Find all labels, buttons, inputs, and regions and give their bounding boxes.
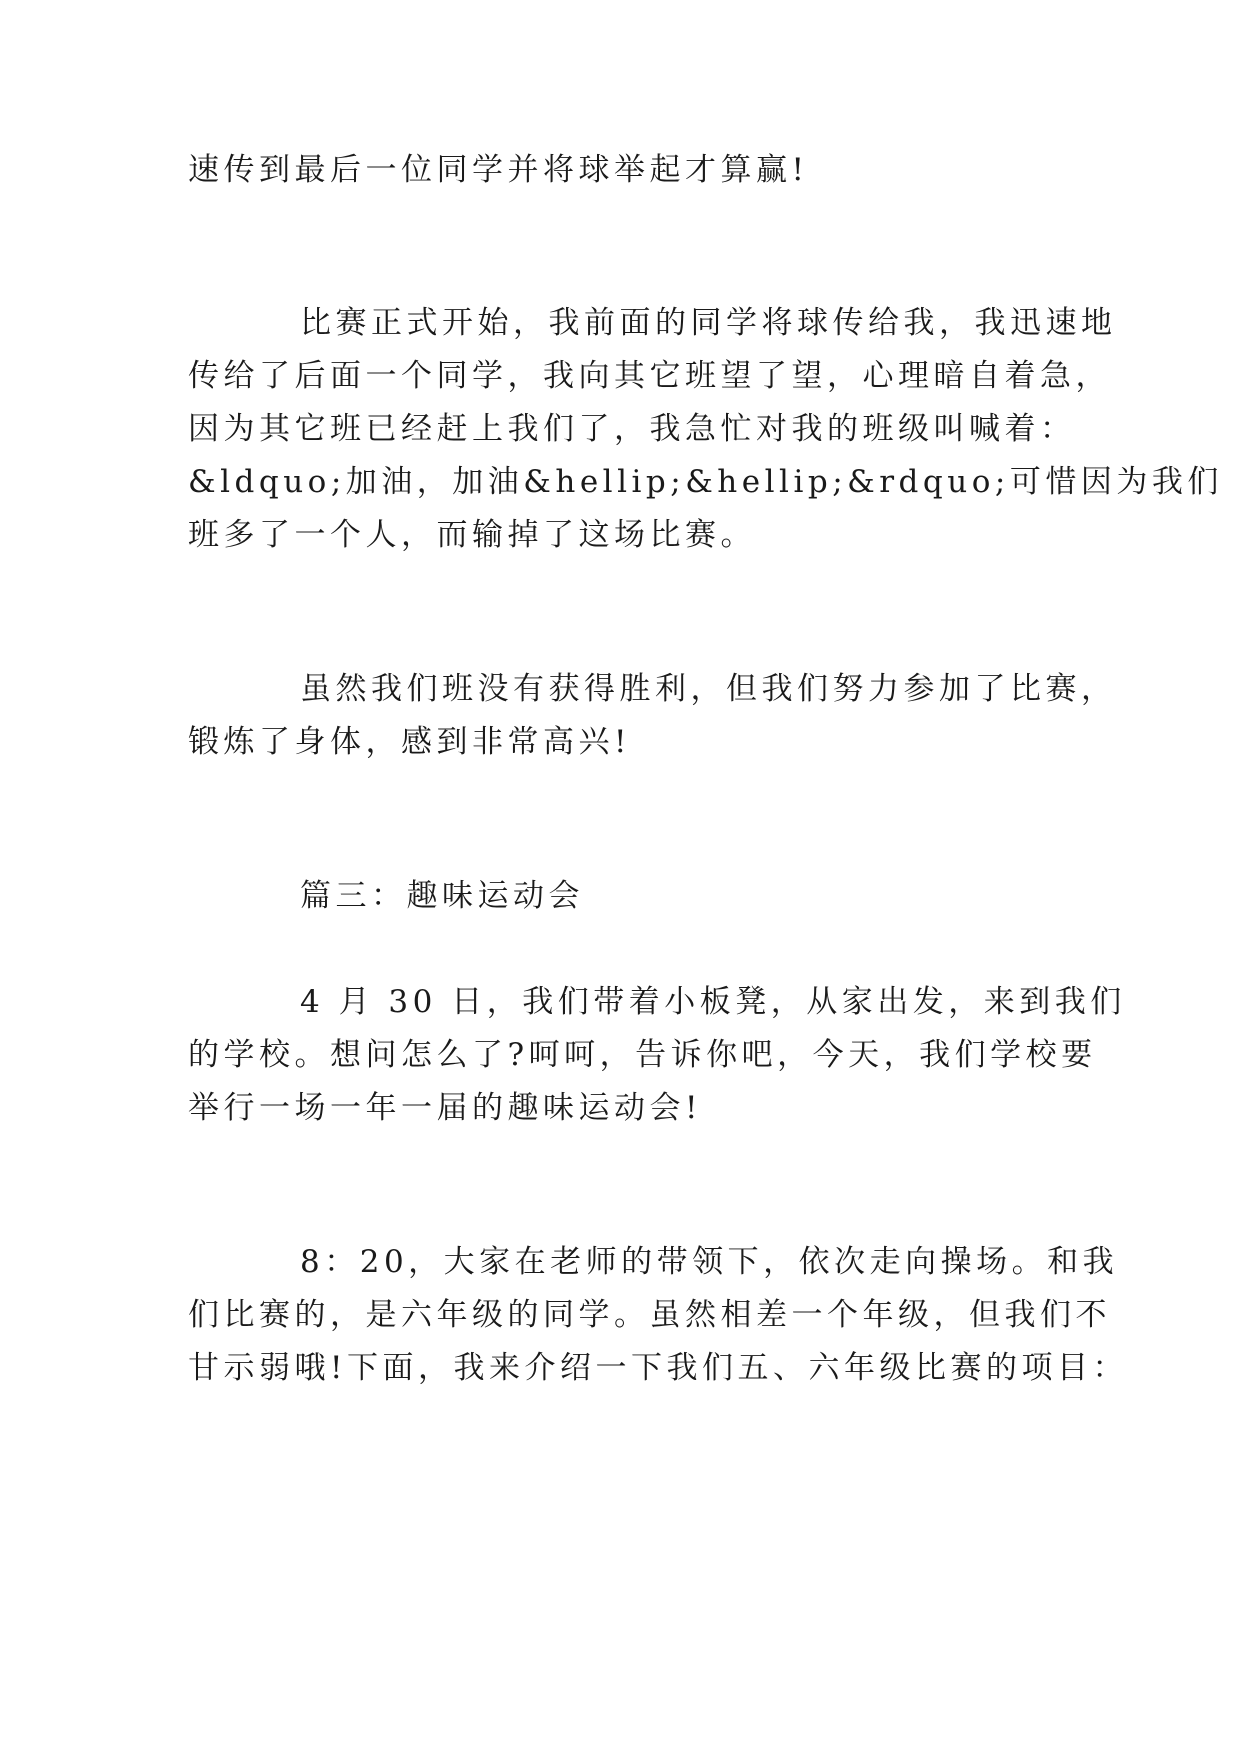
paragraph-1-line-1: 速传到最后一位同学并将球举起才算赢! (188, 152, 809, 188)
paragraph-2-line-1: 比赛正式开始，我前面的同学将球传给我，我迅速地 (300, 305, 1117, 341)
paragraph-3-line-2: 锻炼了身体，感到非常高兴! (188, 724, 631, 760)
paragraph-6-line-3: 甘示弱哦!下面，我来介绍一下我们五、六年级比赛的项目： (188, 1350, 1128, 1386)
section-heading: 篇三：趣味运动会 (300, 878, 584, 914)
paragraph-6-line-2: 们比赛的，是六年级的同学。虽然相差一个年级，但我们不 (188, 1297, 1111, 1333)
paragraph-5-line-3: 举行一场一年一届的趣味运动会! (188, 1090, 702, 1126)
paragraph-2-line-2: 传给了后面一个同学，我向其它班望了望，心理暗自着急， (188, 358, 1111, 394)
paragraph-6-line-1: 8：20，大家在老师的带领下，依次走向操场。和我 (300, 1244, 1119, 1280)
paragraph-3-line-1: 虽然我们班没有获得胜利，但我们努力参加了比赛， (300, 671, 1117, 707)
paragraph-2-line-4: &ldquo;加油，加油&hellip;&hellip;&rdquo;可惜因为我们 (188, 464, 1223, 500)
paragraph-2-line-5: 班多了一个人，而输掉了这场比赛。 (188, 517, 756, 553)
paragraph-5-line-1: 4 月 30 日，我们带着小板凳，从家出发，来到我们 (300, 984, 1126, 1020)
paragraph-2-line-3: 因为其它班已经赶上我们了，我急忙对我的班级叫喊着： (188, 411, 1076, 447)
paragraph-5-line-2: 的学校。想问怎么了?呵呵，告诉你吧，今天，我们学校要 (188, 1037, 1097, 1073)
